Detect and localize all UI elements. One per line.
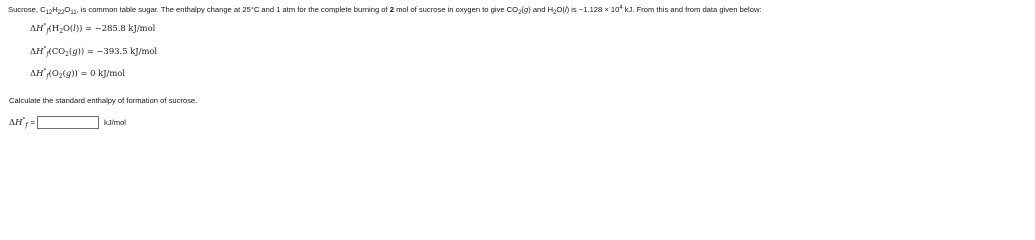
problem-text-8: kJ. From this and from data given below:: [622, 5, 762, 14]
enthalpy-equation-o2: [30, 67, 157, 79]
enthalpy-symbol: H: [15, 117, 23, 127]
problem-text-5: ) and H: [528, 5, 554, 14]
hydrogen-symbol: H: [52, 5, 58, 14]
species-post: )): [71, 68, 78, 78]
delta-symbol: Δ: [30, 23, 37, 33]
problem-text-6: O(: [556, 5, 565, 14]
enthalpy-data-list: [30, 22, 157, 90]
enthalpy-symbol: H: [36, 45, 44, 56]
enthalpy-symbol: H: [36, 68, 44, 78]
formation-subscript: f: [46, 28, 49, 35]
problem-text-1: Sucrose, C: [8, 5, 46, 14]
h2o-subscript: 2: [553, 10, 557, 16]
problem-text-4: (: [521, 5, 524, 14]
species-state: l: [73, 23, 76, 33]
standard-superscript: °: [43, 45, 47, 53]
enthalpy-equation-co2: [30, 45, 157, 57]
formation-subscript: f: [46, 50, 49, 58]
enthalpy-equation-h2o: [30, 22, 157, 34]
enthalpy-symbol: H: [36, 23, 44, 33]
formation-subscript: f: [25, 122, 28, 129]
oxygen-subscript: 11: [70, 10, 77, 16]
question-text: Calculate the standard enthalpy of formation of sucrose.: [9, 96, 198, 105]
carbon-subscript: 12: [45, 10, 53, 16]
species-pre: (H: [48, 23, 60, 33]
species-post: )): [75, 23, 83, 33]
co2-subscript: 2: [518, 10, 522, 16]
answer-row: [9, 115, 126, 129]
mol-count: 2: [389, 5, 394, 14]
species-subscript: 2: [59, 28, 64, 35]
standard-superscript: °: [22, 117, 26, 124]
standard-superscript: °: [43, 23, 47, 30]
enthalpy-value: = −285.8 kJ/mol: [82, 23, 156, 33]
exponent: 4: [619, 5, 623, 11]
enthalpy-value: = −393.5 kJ/mol: [84, 45, 158, 56]
oxygen-symbol: O: [64, 5, 71, 14]
answer-input[interactable]: [37, 116, 99, 129]
standard-superscript: °: [43, 68, 47, 75]
species-state: g: [72, 45, 78, 56]
equals-sign: =: [30, 117, 36, 127]
problem-text-3: mol of sucrose in oxygen to give CO: [393, 5, 519, 14]
delta-symbol: Δ: [30, 45, 37, 56]
answer-label: [9, 117, 28, 127]
species-mid: (: [68, 45, 73, 56]
answer-unit: kJ/mol: [104, 117, 126, 127]
problem-statement: [8, 5, 762, 15]
species-state: g: [65, 68, 72, 78]
species-post: )): [77, 45, 85, 56]
species-mid: O(: [63, 23, 74, 33]
liquid-state: l: [564, 5, 567, 14]
problem-text-2: , is common table sugar. The enthalpy change at 25°C and 1 atm for the complete burning of: [76, 5, 390, 14]
species-pre: (O: [48, 68, 59, 78]
species-subscript: 2: [65, 50, 69, 58]
gas-state: g: [523, 5, 529, 14]
problem-text-7: ) is −1.128 × 10: [566, 5, 620, 14]
delta-symbol: Δ: [9, 117, 16, 127]
enthalpy-value: = 0 kJ/mol: [77, 68, 126, 78]
species-pre: (CO: [48, 45, 66, 56]
formation-subscript: f: [46, 73, 49, 80]
species-subscript: 2: [58, 73, 63, 80]
species-mid: (: [62, 68, 66, 78]
delta-symbol: Δ: [30, 68, 37, 78]
hydrogen-subscript: 22: [57, 10, 65, 16]
